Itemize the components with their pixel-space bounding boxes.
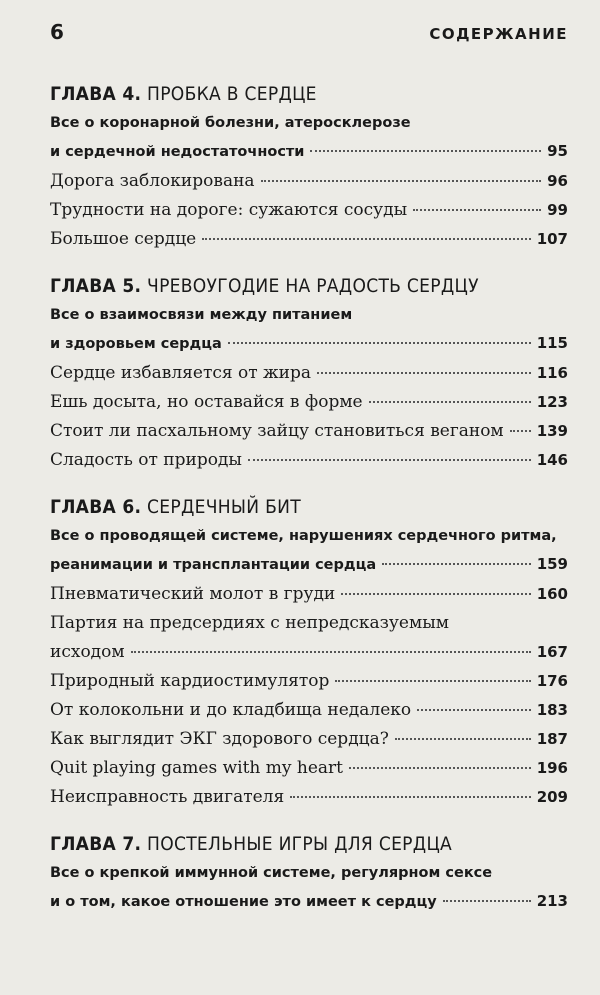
page-ref: 167 bbox=[536, 643, 568, 661]
page-ref: 139 bbox=[536, 422, 568, 440]
chapter-title[interactable]: ГЛАВА 4. ПРОБКА В СЕРДЦЕ bbox=[50, 83, 317, 105]
dot-leader bbox=[417, 709, 531, 711]
chapter-title[interactable]: ГЛАВА 6. СЕРДЕЧНЫЙ БИТ bbox=[50, 496, 301, 518]
page-ref: 187 bbox=[536, 730, 568, 748]
toc-entry[interactable]: Сладость от природы 146 bbox=[50, 446, 568, 475]
toc-entry[interactable]: Природный кардиостимулятор 176 bbox=[50, 667, 568, 696]
chapter-4 bbox=[50, 82, 568, 254]
page-ref: 213 bbox=[536, 892, 568, 910]
dot-leader bbox=[443, 900, 531, 902]
dot-leader bbox=[228, 342, 531, 344]
dot-leader bbox=[261, 180, 542, 182]
dot-leader bbox=[395, 738, 531, 740]
page-ref: 95 bbox=[547, 142, 568, 160]
toc-entry[interactable]: От колокольни и до кладбища недалеко 183 bbox=[50, 696, 568, 725]
chapter-subtitle-entry[interactable]: и о том, какое отношение это имеет к сердцу 213 bbox=[50, 887, 568, 917]
toc-entry[interactable]: Quit playing games with my heart 196 bbox=[50, 754, 568, 783]
page-header bbox=[50, 20, 568, 44]
dot-leader bbox=[341, 593, 530, 595]
chapter-subtitle-line: Все о взаимосвязи между питанием bbox=[50, 307, 353, 323]
dot-leader bbox=[248, 459, 531, 461]
dot-leader bbox=[202, 238, 530, 240]
table-of-contents bbox=[50, 82, 568, 937]
page-ref: 183 bbox=[536, 701, 568, 719]
page-ref: 209 bbox=[536, 788, 568, 806]
toc-entry[interactable]: Неисправность двигателя 209 bbox=[50, 783, 568, 812]
page-ref: 116 bbox=[536, 364, 568, 382]
page-ref: 96 bbox=[547, 172, 568, 190]
page-ref: 196 bbox=[536, 759, 568, 777]
toc-entry[interactable]: исходом 167 bbox=[50, 638, 568, 667]
page-ref: 176 bbox=[536, 672, 568, 690]
toc-entry[interactable]: Ешь досыта, но оставайся в форме 123 bbox=[50, 388, 568, 417]
chapter-7 bbox=[50, 832, 568, 917]
dot-leader bbox=[310, 150, 541, 152]
dot-leader bbox=[349, 767, 531, 769]
chapter-6 bbox=[50, 495, 568, 812]
chapter-title[interactable]: ГЛАВА 7. ПОСТЕЛЬНЫЕ ИГРЫ ДЛЯ СЕРДЦА bbox=[50, 833, 453, 855]
dot-leader bbox=[290, 796, 530, 798]
toc-entry[interactable]: Дорога заблокирована 96 bbox=[50, 167, 568, 196]
toc-entry[interactable]: Пневматический молот в груди 160 bbox=[50, 580, 568, 609]
toc-entry[interactable]: Стоит ли пасхальному зайцу становиться веганом 139 bbox=[50, 417, 568, 446]
running-head: СОДЕРЖАНИЕ bbox=[429, 25, 568, 43]
page-ref: 115 bbox=[536, 334, 568, 352]
dot-leader bbox=[317, 372, 531, 374]
page-ref: 146 bbox=[536, 451, 568, 469]
page-ref: 123 bbox=[536, 393, 568, 411]
chapter-5 bbox=[50, 274, 568, 475]
chapter-subtitle-entry[interactable]: и здоровьем сердца 115 bbox=[50, 329, 568, 359]
chapter-subtitle-entry[interactable]: и сердечной недостаточности 95 bbox=[50, 137, 568, 167]
dot-leader bbox=[369, 401, 531, 403]
toc-entry-line: Партия на предсердиях с непредсказуемым bbox=[50, 613, 449, 633]
toc-entry[interactable]: Сердце избавляется от жира 116 bbox=[50, 359, 568, 388]
toc-entry[interactable]: Как выглядит ЭКГ здорового сердца? 187 bbox=[50, 725, 568, 754]
dot-leader bbox=[413, 209, 541, 211]
page-ref: 107 bbox=[536, 230, 568, 248]
chapter-subtitle-line: Все о коронарной болезни, атеросклерозе bbox=[50, 115, 411, 131]
page-ref: 160 bbox=[536, 585, 568, 603]
page-ref: 159 bbox=[536, 555, 568, 573]
toc-entry[interactable]: Трудности на дороге: сужаются сосуды 99 bbox=[50, 196, 568, 225]
page-number: 6 bbox=[50, 20, 64, 44]
chapter-subtitle-line: Все о крепкой иммунной системе, регулярном сексе bbox=[50, 865, 493, 881]
chapter-title[interactable]: ГЛАВА 5. ЧРЕВОУГОДИЕ НА РАДОСТЬ СЕРДЦУ bbox=[50, 275, 479, 297]
dot-leader bbox=[335, 680, 530, 682]
chapter-subtitle-line: Все о проводящей системе, нарушениях сердечного ритма, bbox=[50, 528, 557, 544]
dot-leader bbox=[510, 430, 531, 432]
page-ref: 99 bbox=[547, 201, 568, 219]
dot-leader bbox=[382, 563, 531, 565]
toc-entry[interactable]: Большое сердце 107 bbox=[50, 225, 568, 254]
chapter-subtitle-entry[interactable]: реанимации и трансплантации сердца 159 bbox=[50, 550, 568, 580]
dot-leader bbox=[131, 651, 531, 653]
